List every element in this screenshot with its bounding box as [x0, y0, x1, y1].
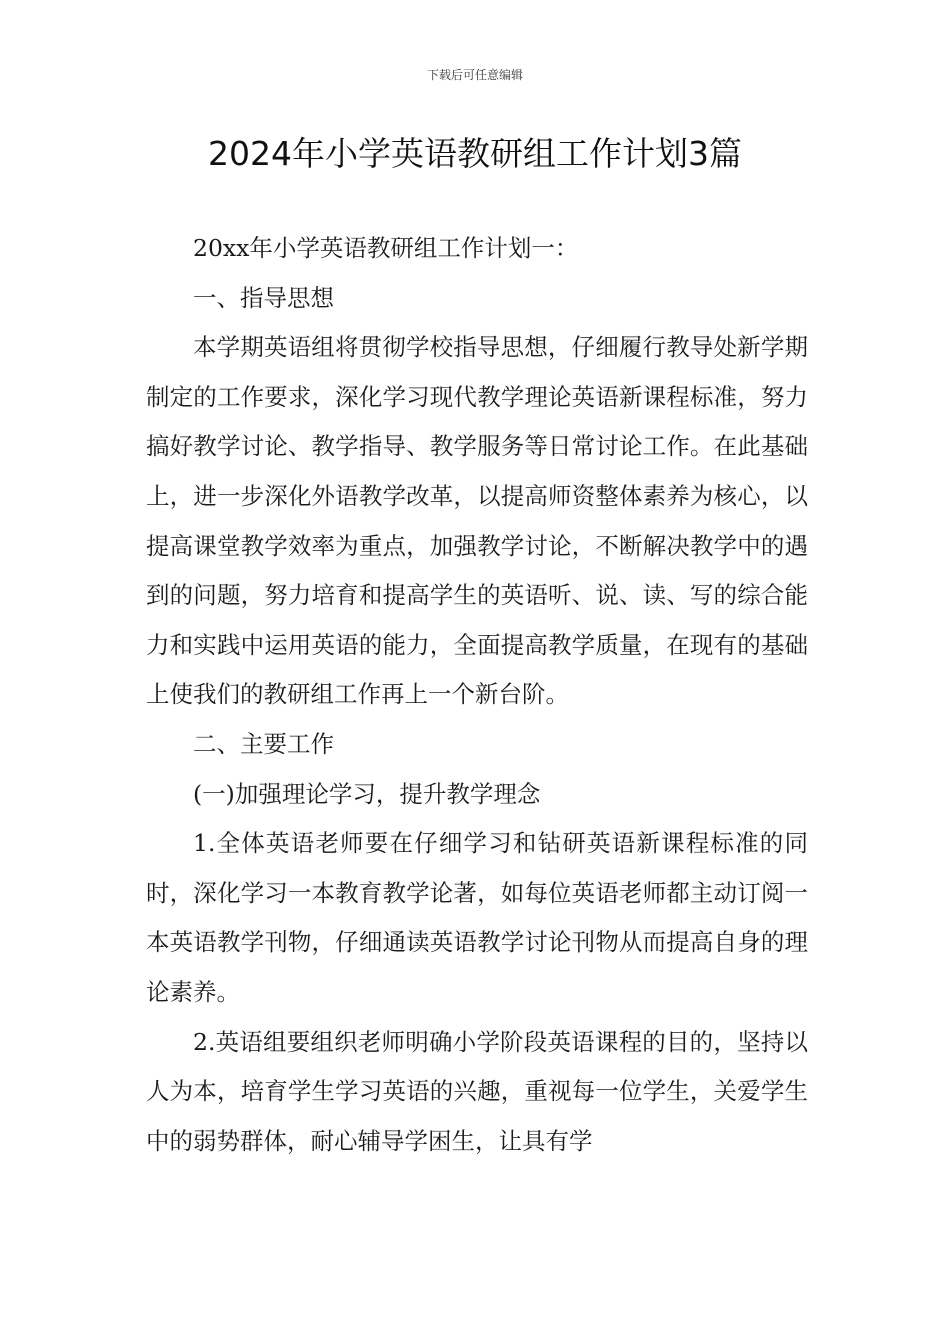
- document-body: [146, 224, 808, 1166]
- paragraph-item-2: 2.英语组要组织老师明确小学阶段英语课程的目的，坚持以人为本，培育学生学习英语的兴趣，重视每一位学生，关爱学生中的弱势群体，耐心辅导学困生，让具有学: [146, 1027, 808, 1155]
- paragraph-guiding-ideology: 本学期英语组将贯彻学校指导思想，仔细履行教导处新学期制定的工作要求，深化学习现代教学理论英语新课程标准，努力搞好教学讨论、教学指导、教学服务等日常讨论工作。在此基础上，进一步深化外语教学改革，以提高师资整体素养为核心，以提高课堂教学效率为重点，加强教学讨论，不断解决教学中的遇到的问题，努力培育和提高学生的英语听、说、读、写的综合能力和实践中运用英语的能力，全面提高教学质量，在现有的基础上使我们的教研组工作再上一个新台阶。: [146, 333, 808, 709]
- document-title: 2024年小学英语教研组工作计划3篇: [208, 134, 742, 173]
- paragraph-item-1: 1.全体英语老师要在仔细学习和钻研英语新课程标准的同时，深化学习一本教育教学论著，如每位英语老师都主动订阅一本英语教学刊物，仔细通读英语教学讨论刊物从而提高自身的理论素养。: [146, 829, 808, 1006]
- header-note: 下载后可任意编辑: [426, 68, 523, 82]
- paragraph-subsection-1-heading: (一)加强理论学习，提升教学理念: [193, 779, 541, 808]
- paragraph-section-2-heading: 二、主要工作: [193, 729, 334, 758]
- paragraph-section-1-heading: 一、指导思想: [193, 283, 334, 312]
- paragraph-plan-heading: 20xx年小学英语教研组工作计划一：: [193, 234, 579, 262]
